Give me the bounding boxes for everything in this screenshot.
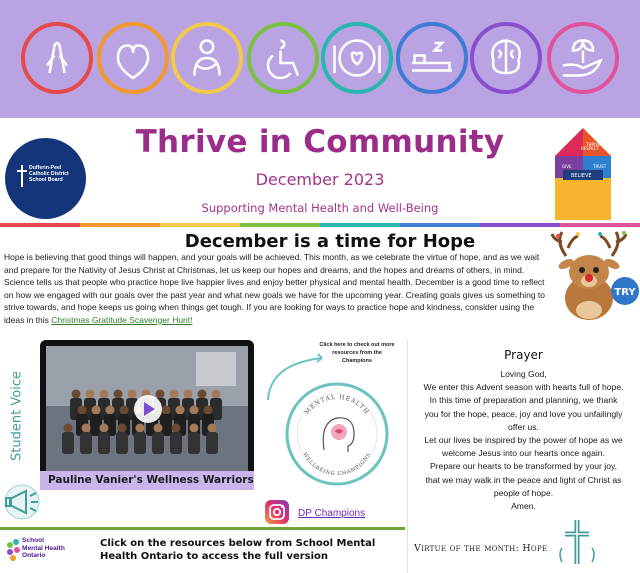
person-head	[208, 424, 217, 433]
person-body	[116, 432, 128, 454]
board-name-line: School Board	[29, 177, 63, 183]
heart-hands-icon	[118, 46, 148, 79]
praying-hands-icon	[47, 43, 67, 73]
prayer-title: Prayer	[504, 348, 543, 362]
school-board-logo	[5, 138, 86, 219]
top-banner	[0, 0, 640, 118]
newsletter-date: December 2023	[255, 170, 385, 189]
person-head	[172, 424, 181, 433]
rainbow-divider	[0, 223, 640, 227]
champions-ring-top: MENTAL HEALTH	[303, 393, 371, 417]
person-head	[92, 406, 101, 415]
banner-ring	[23, 24, 91, 92]
person-head	[78, 406, 87, 415]
person-body	[98, 432, 110, 454]
board-name	[29, 165, 81, 183]
person-head	[100, 390, 109, 399]
student-voice-label-wrap	[2, 360, 32, 472]
person-body	[62, 432, 74, 454]
banner-ring	[249, 24, 317, 92]
house-label: GIVE	[562, 164, 572, 169]
house-label: THRIVE	[586, 142, 601, 147]
person-head	[176, 406, 185, 415]
video-thumbnail	[46, 346, 248, 472]
person-head	[212, 390, 221, 399]
person-body	[206, 432, 218, 454]
prayer-line: you for the hope, peace, joy and love you unfailingly	[424, 408, 623, 419]
smh-line: Ontario	[22, 552, 46, 559]
hope-body-text: Hope is believing that good things will happen, and your goals will be achieved. This month, as we celebrate the virtue of hope, and as we wait and prepare for the Nativity of Jesus Christ at Christmas, let us keep our hopes and dreams, and the hopes and dreams of others, in mind. Science tells us that people who practice hope live happier lives and enjoy better physical and mental health. December is a good time to reflect on how we engaged with our goals over the past year and what new goals we have for the upcoming year. Creating goals gives us something to strive towards, and hope keeps us going when things get tough. If you are looking for ways to practice hope and kindness, consider using the ideas in this	[4, 252, 546, 325]
brain-icon	[492, 41, 519, 74]
house-label: TRUST	[593, 164, 607, 169]
person-head	[190, 424, 199, 433]
person-head	[64, 424, 73, 433]
person-head	[204, 406, 213, 415]
prayer-line: Prepare our hearts to be transformed by your joy,	[429, 461, 618, 472]
prayer-line: welcome Jesus into our hearts once again.	[442, 448, 605, 459]
hope-paragraph	[4, 251, 546, 327]
champions-ring-bottom: WELLBEING CHAMPIONS	[301, 451, 373, 478]
banner-ring	[99, 24, 167, 92]
hope-heading: December is a time for Hope	[184, 231, 476, 252]
person-head	[120, 406, 129, 415]
banner-icons	[0, 0, 640, 118]
student-video[interactable]	[40, 340, 254, 490]
person-head	[82, 424, 91, 433]
dp-champions-link[interactable]: DP Champions	[298, 508, 366, 519]
smh-ontario-name	[22, 537, 65, 560]
prayer-line: We enter this Advent season with hearts full of hope.	[423, 382, 624, 393]
student-voice-label: Student Voice	[9, 371, 25, 461]
plate-heart-icon	[335, 41, 380, 76]
person-head	[100, 424, 109, 433]
megaphone-icon	[2, 482, 42, 520]
resources-divider	[0, 527, 405, 530]
smh-line: Mental Health	[22, 544, 65, 552]
sleep-bed-icon	[412, 43, 452, 71]
person-body	[134, 432, 146, 454]
try-label: TRY	[614, 287, 636, 298]
prayer-line: In this time of preparation and planning, we thank	[429, 395, 618, 406]
person-body	[188, 432, 200, 454]
house-label: BELIEVE	[571, 173, 592, 179]
board-cross-icon	[17, 165, 27, 187]
play-icon[interactable]	[133, 394, 163, 424]
video-caption: Pauline Vanier's Wellness Warriors	[40, 471, 254, 490]
prayer-line: offer us.	[508, 421, 539, 432]
person-head	[184, 390, 193, 399]
person-head	[86, 390, 95, 399]
self-hug-icon	[195, 41, 220, 76]
banner-ring	[398, 24, 466, 92]
board-name-line: Catholic District	[29, 171, 69, 177]
person-head	[170, 390, 179, 399]
resources-instructions: Click on the resources below from School Mental Health Ontario to access the full version	[100, 538, 376, 562]
virtue-of-month: Virtue of the month: Hope	[414, 543, 548, 554]
prayer-line: Let our lives be inspired by the power of hope as we	[424, 435, 623, 446]
banner-ring	[323, 24, 391, 92]
person-head	[106, 406, 115, 415]
person-head	[114, 390, 123, 399]
values-house-logo	[553, 126, 613, 222]
prayer-line: Loving God,	[500, 369, 547, 379]
prayer-text	[407, 368, 640, 513]
person-head	[118, 424, 127, 433]
cross-icon	[556, 518, 598, 568]
board-name-line: Dufferin-Peel	[29, 165, 62, 171]
newsletter-title: Thrive in Community	[135, 124, 505, 160]
wheelchair-icon	[268, 41, 298, 79]
person-head	[72, 390, 81, 399]
person-head	[136, 424, 145, 433]
prayer-line: people of hope.	[493, 487, 554, 498]
champions-note: Click here to check out more resources from the Champions	[319, 342, 395, 364]
person-body	[80, 432, 92, 454]
person-body	[152, 432, 164, 454]
smh-line: School	[22, 537, 44, 544]
champions-logo[interactable]	[262, 352, 397, 492]
newsletter-tagline: Supporting Mental Health and Well-Being	[201, 201, 439, 215]
instagram-icon[interactable]	[265, 500, 289, 524]
person-head	[198, 390, 207, 399]
prayer-line: Amen.	[511, 501, 536, 512]
person-body	[170, 432, 182, 454]
person-head	[190, 406, 199, 415]
person-head	[154, 424, 163, 433]
house-label: RESPECT	[581, 146, 600, 151]
reindeer-illustration	[548, 228, 640, 326]
prayer-line: that we may walk in the peace and light of Christ as	[425, 474, 622, 485]
hand-plant-icon	[563, 41, 601, 76]
scavenger-hunt-link[interactable]: Christmas Gratitude Scavenger Hunt!	[51, 314, 193, 325]
